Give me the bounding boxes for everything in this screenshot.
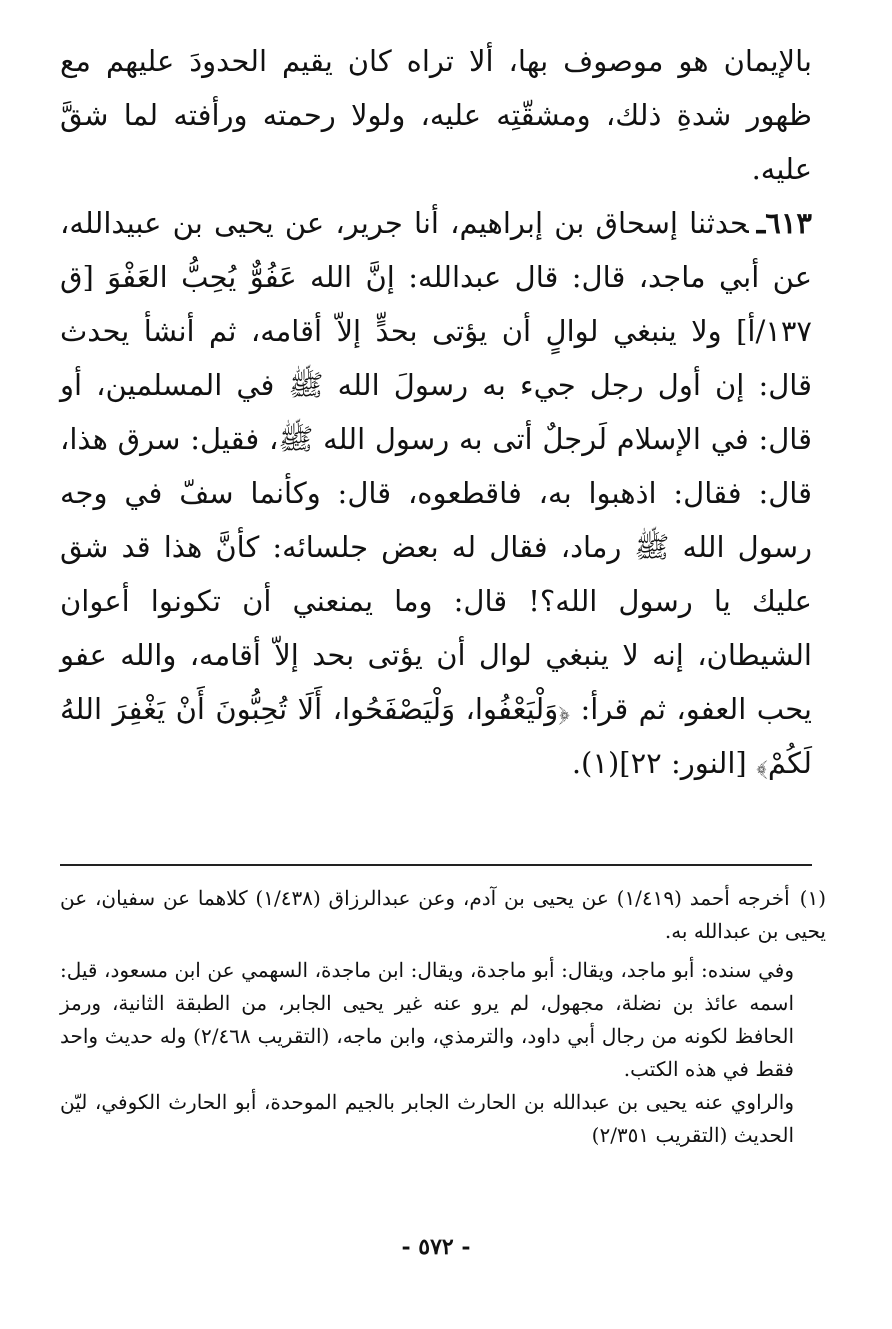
hadith-text: حدثنا إسحاق بن إبراهيم، أنا جرير، عن يحيى بن عبيدالله، عن أبي ماجد، قال: قال عبدالله: إنَّ الله عَفُوٌّ يُحِبُّ العَفْوَ [ق ١٣٧/أ] ولا ينبغي لوالٍ أن يؤتى بحدٍّ إلاّ أقامه، ثم أنشأ يحدث قال: إن أول رجل جيء به رسولَ الله ﷺ في المسلمين، أو قال: في الإسلام لَرجلٌ أتى به رسول الله ﷺ، فقيل: سرق هذا، قال: فقال: اذهبوا به، فاقطعوه، قال: وكأنما سفّ في وجه رسول الله ﷺ رماد، فقال له بعض جلسائه: كأنَّ هذا قد شق عليك يا رسول الله؟! قال: وما يمنعني أن تكونوا أعوان الشيطان، إنه لا ينبغي لوال أن يؤتى بحد إلاّ أقامه، والله عفو يحب العفو، ثم قرأ: ﴿وَلْيَعْفُوا، وَلْيَصْفَحُوا، أَلَا تُحِبُّونَ أَنْ يَغْفِرَ اللهُ لَكُمْ﴾ [النور: ٢٢](١). [60, 206, 813, 780]
footnote-paragraph-3: والراوي عنه يحيى بن عبدالله بن الحارث الجابر بالجيم الموحدة، أبو الحارث الكوفي، ليّن الحديث (التقريب ٢/٣٥١) [60, 1090, 794, 1147]
footnote-1 [60, 882, 826, 948]
footnote-paragraph-2: وفي سنده: أبو ماجد، ويقال: أبو ماجدة، ويقال: ابن ماجدة، السهمي عن ابن مسعود، قيل: اسمه عائذ بن نضلة، مجهول، لم يرو عنه غير يحيى الجابر، من الطبقة الثانية، ورمز الحافظ لكونه من رجال أبي داود، والترمذي، وابن ماجه، (التقريب ٢/٤٦٨) وله حديث واحد فقط في هذه الكتب. [60, 958, 795, 1081]
main-text [60, 34, 812, 790]
footnote-1-text: أخرجه أحمد (١/٤١٩) عن يحيى بن آدم، وعن عبدالرزاق (١/٤٣٨) كلاهما عن سفيان، عن يحيى بن عبدالله به. [60, 886, 826, 943]
hadith-paragraph [60, 196, 812, 790]
opening-paragraph: بالإيمان هو موصوف بها، ألا تراه كان يقيم الحدودَ عليهم مع ظهور شدةِ ذلك، ومشقّتِه عليه، ولولا رحمته ورأفته لما شقَّ عليه. [60, 44, 812, 186]
footnote-marker: (١) [799, 886, 826, 910]
book-page [60, 34, 826, 1329]
footnotes [60, 882, 826, 1152]
hadith-number: ٦١٣ـ [756, 206, 812, 240]
page-number: - ٥٧٢ - [401, 1234, 471, 1260]
footnote-separator [60, 864, 812, 866]
